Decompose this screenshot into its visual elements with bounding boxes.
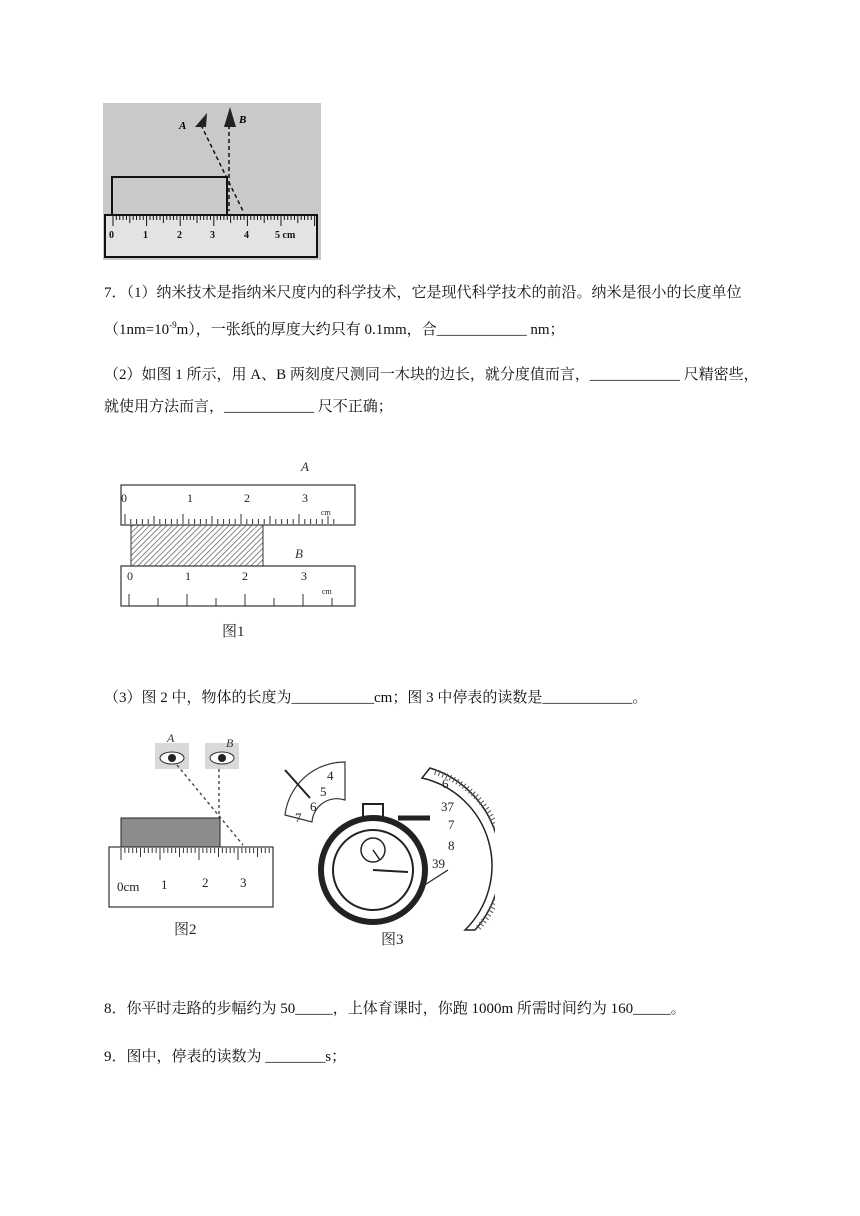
second-label-39: 39 — [432, 856, 445, 871]
minute-label-7: 7 — [295, 810, 302, 825]
eye-b-label: B — [239, 114, 247, 126]
ruler-a-label: A — [301, 459, 309, 474]
q9: 9．图中，停表的读数为 ________s； — [104, 1049, 347, 1065]
q7-part2-line2: 就使用方法而言，____________ 尺不正确； — [104, 399, 393, 415]
ruler-a-tick-1: 1 — [187, 491, 193, 505]
figure-2 — [107, 727, 279, 942]
second-label-37: 37 — [441, 799, 454, 814]
ruler-a-tick-3: 3 — [302, 491, 308, 505]
ruler-b-tick-2: 2 — [242, 569, 248, 583]
figure-1-caption: 图1 — [222, 624, 245, 640]
tick-label-1: 1 — [143, 230, 148, 241]
fig2-tick-3: 3 — [240, 875, 247, 890]
q7-part3: （3）图 2 中，物体的长度为___________cm；图 3 中停表的读数是____________。 — [104, 690, 648, 706]
q7-line2 — [104, 315, 565, 340]
second-label-6: 6 — [442, 776, 449, 791]
ruler-b-tick-0: 0 — [127, 569, 133, 583]
ruler-figure-top — [103, 103, 321, 260]
figure-3 — [270, 760, 495, 950]
fig2-tick-1: 1 — [161, 877, 168, 892]
fig2-tick-2: 2 — [202, 875, 209, 890]
q7-part2-line1: （2）如图 1 所示，用 A、B 两刻度尺测同一木块的边长，就分度值而言，____________ 尺精密些， — [104, 367, 759, 383]
q7-line1: 7．（1）纳米技术是指纳米尺度内的科学技术，它是现代科学技术的前沿。纳米是很小的长度单位 — [104, 285, 742, 301]
figure-2-caption: 图2 — [174, 922, 197, 938]
ruler-a-tick-0: 0 — [121, 491, 127, 505]
tick-label-2: 2 — [177, 230, 182, 241]
eye-a-label: A — [179, 120, 187, 132]
tick-label-0: 0 — [109, 230, 114, 241]
ruler-a-tick-2: 2 — [244, 491, 250, 505]
fig2-tick-0: 0cm — [117, 879, 140, 894]
ruler-b-tick-3: 3 — [301, 569, 307, 583]
eye-b-label: B — [226, 736, 234, 750]
eye-a-label: A — [167, 731, 175, 745]
minute-label-5: 5 — [320, 784, 327, 799]
minute-label-6: 6 — [310, 799, 317, 814]
q7-line2-sup: -9 — [169, 320, 177, 330]
second-label-7: 7 — [448, 817, 455, 832]
ruler-b-tick-1: 1 — [185, 569, 191, 583]
tick-label-5: 5 cm — [275, 230, 296, 241]
q7-line2-a: （1nm=10 — [104, 322, 170, 338]
ruler-b-unit: cm — [322, 587, 332, 596]
figure-3-caption: 图3 — [381, 932, 404, 948]
figure-1 — [115, 458, 360, 643]
tick-label-3: 3 — [210, 230, 215, 241]
ruler-b-label: B — [295, 546, 303, 561]
tick-label-4: 4 — [244, 230, 249, 241]
minute-label-4: 4 — [327, 768, 334, 783]
q7-line2-b: m），一张纸的厚度大约只有 0.1mm，合____________ nm； — [176, 322, 565, 338]
ruler-a-unit: cm — [321, 508, 331, 517]
second-label-8: 8 — [448, 838, 455, 853]
q8: 8．你平时走路的步幅约为 50_____，上体育课时，你跑 1000m 所需时间约为 160_____。 — [104, 1001, 686, 1017]
